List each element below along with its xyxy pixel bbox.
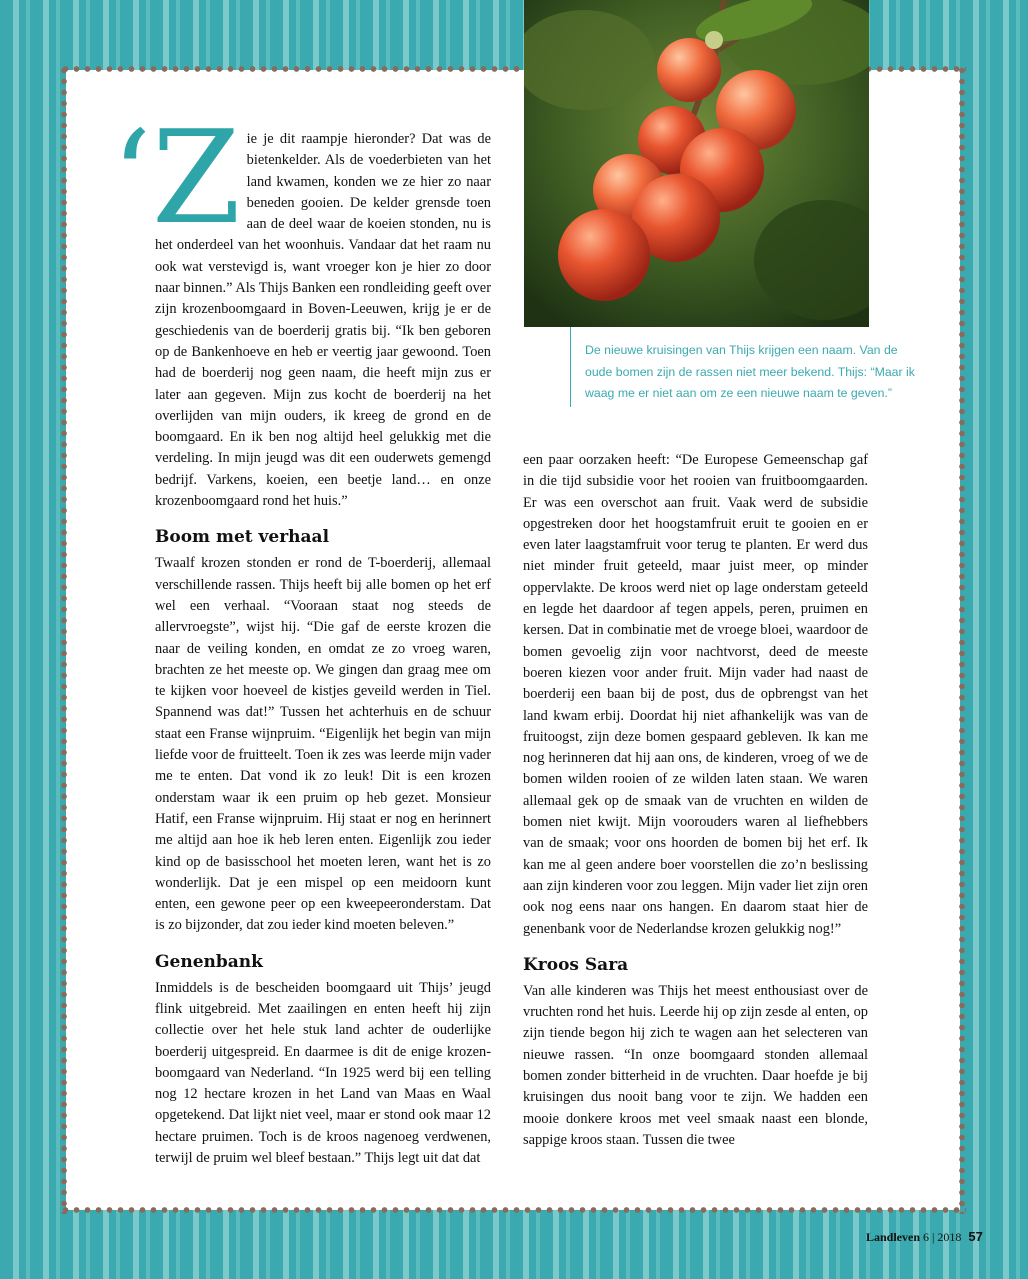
paragraph-oorzaken: een paar oorzaken heeft: “De Europese Gemeenschap gaf in die tijd subsidie voor het rooien van fruitboomgaarden. Er was een overschot aan fruit. Vaak werd de subsidie opgestreken door het hoogstamfruit eruit te gooien en er even later laagstamfruit voor terug te planten. Er werd dus niet minder fruit geteeld, maar juist meer, op minder oppervlakte. De kroos werd niet op lage onderstam geteeld en legde het daardoor af tegen appels, peren, pruimen en kersen. Dat in combinatie met de vroege bloei, waardoor de bomen gevoelig zijn voor nachtvorst, deed de meeste boeren kiezen voor ander fruit. Mijn vader had naast de boerderij een baan bij de post, dus de opbrengst van het land kwam erbij. Doordat hij niet afhankelijk was van de fruitoogst, zijn deze bomen gespaard gebleven. Ik kan me nog herinneren dat hij aan ons, de kinderen, vroeg of we de bomen wilden rooien of ze wilden laten staan. We waren allemaal gek op de smaak van de vruchten en wilden de bomen niet kwijt. Mijn voorouders waren al liefhebbers van de smaak; voor ons hoorden de bomen bij het erf. Ik kan me al geen andere boer voorstellen die zo’n beslissing aan zijn kinderen voor zou leggen. Mijn vader liet zijn oren ook nog eens naar ons hangen. En daarom staat hier de genenbank voor de Nederlandse krozen gelukkig nog!” bbox=[523, 452, 868, 937]
caption-rule bbox=[570, 327, 571, 407]
plum-photo bbox=[524, 0, 869, 327]
magazine-name: Landleven bbox=[866, 1230, 921, 1244]
issue-number: 6 bbox=[923, 1230, 930, 1244]
issue-year: 2018 bbox=[937, 1230, 962, 1244]
article-column-right bbox=[523, 450, 868, 1151]
heading-genenbank: Genenbank bbox=[155, 951, 263, 972]
drop-cap: ‘Z bbox=[111, 104, 241, 253]
paragraph-kroos-sara: Van alle kinderen was Thijs het meest enthousiast over de vruchten rond het huis. Leerde hij op zijn zesde al enten, op zijn tiende begon hij zich te wagen aan het selecteren van nieuwe rassen. “In onze boomgaard stonden allemaal bomen zonder bitterheid in de vruchten. Daar hoefde je bij kruisingen dus nooit bang voor te zijn. We hadden een mooie donkere kroos met veel smaak naast een blonde, sappige kroos staan. Tussen die twee bbox=[523, 982, 868, 1148]
footer-separator: | bbox=[932, 1230, 935, 1244]
heading-boom-met-verhaal: Boom met verhaal bbox=[155, 527, 330, 548]
paragraph-boom: Twaalf krozen stonden er rond de T-boerderij, allemaal verschillende rassen. Thijs heeft bij alle bomen op het erf wel een verhaal. “Vooraan staat nog steeds de allervroegste”, wijst hij. “Die gaf de eerste krozen die naar de veiling konden, en omdat ze zo vroeg waren, brachten ze het meeste op. We gingen dan graag mee om te kijken voor hoeveel de kistjes geveild werden in Tiel. Spannend was dat!” Tussen het achterhuis en de schuur staat een Franse wijnpruim. “Eigenlijk het begin van mijn liefde voor de fruitteelt. Toen ik zes was leerde mijn vader me te enten. Dat vond ik zo leuk! Dit is een krozen onderstam waar ik een pruim op heb gezet. Monsieur Hatif, een Franse wijnpruim. Hij staat er nog en herinnert me altijd aan hoe ik heb leren enten. Eigenlijk zou ieder kind op de basisschool het moeten leren, want het is zo wonderlijk. Dat je een mispel op een meidoorn kunt enten, een gewone peer op een kweepeeronderstam. Dat is zo bijzonder, dat zou ieder kind moeten beleven.” bbox=[155, 555, 491, 934]
photo-caption: De nieuwe kruisingen van Thijs krijgen een naam. Van de oude bomen zijn de rassen niet meer bekend. Thijs: “Maar ik waag me er niet aan om ze een nieuwe naam te geven.” bbox=[585, 343, 915, 400]
intro-paragraph bbox=[111, 104, 491, 512]
paragraph-genenbank: Inmiddels is de bescheiden boomgaard uit Thijs’ jeugd flink uitgebreid. Met zaailingen en enten heeft hij zijn collectie over het hele stuk land achter de ouderlijke boerderij uitgespreid. En daarmee is dit de enige krozenboomgaard van Nederland. “In 1925 werd bij een telling nog 12 hectare krozen in het Land van Maas en Waal opgetekend. Dat lijkt niet veel, maar er stond ook maar 12 hectare pruimen. Toch is de kroos nagenoeg verdwenen, terwijl de pruim wel bleef bestaan.” Thijs legt uit dat dat bbox=[155, 979, 491, 1167]
page-number: 57 bbox=[968, 1229, 983, 1244]
intro-text: ie je dit raampje hieronder? Dat was de bietenkelder. Als de voederbieten van het land kwamen, konden we ze hier zo naar beneden gooien. De kelder grensde toen aan de deel waar de koeien stonden, nu is het onderdeel van het woonhuis. Vandaar dat het raam nu ook wat verstevigd is, want vroeger kon je hier zo door naar binnen.” Als Thijs Banken een rondleiding geeft over zijn krozenboomgaard in Boven-Leeuwen, krijg je er de geschiedenis van de boerderij gratis bij. “Ik ben geboren op de Bankenhoeve en heb er veertig jaar gewoond. Toen had de boerderij nog geen naam, die heeft mijn zus er later aan gegeven. Mijn zus kocht de boerderij na het overlijden van mijn ouders, ik kreeg de grond en de boomgaard. En ik ben nog altijd heel gelukkig met die verdeling. In mijn jeugd was dit een ouderwets gemengd bedrijf. Varkens, koeien, een beetje land… en onze krozenboomgaard rond het huis.” bbox=[155, 131, 491, 510]
article-column-left bbox=[111, 104, 491, 1169]
page-footer bbox=[866, 1229, 983, 1245]
heading-kroos-sara: Kroos Sara bbox=[523, 954, 629, 975]
